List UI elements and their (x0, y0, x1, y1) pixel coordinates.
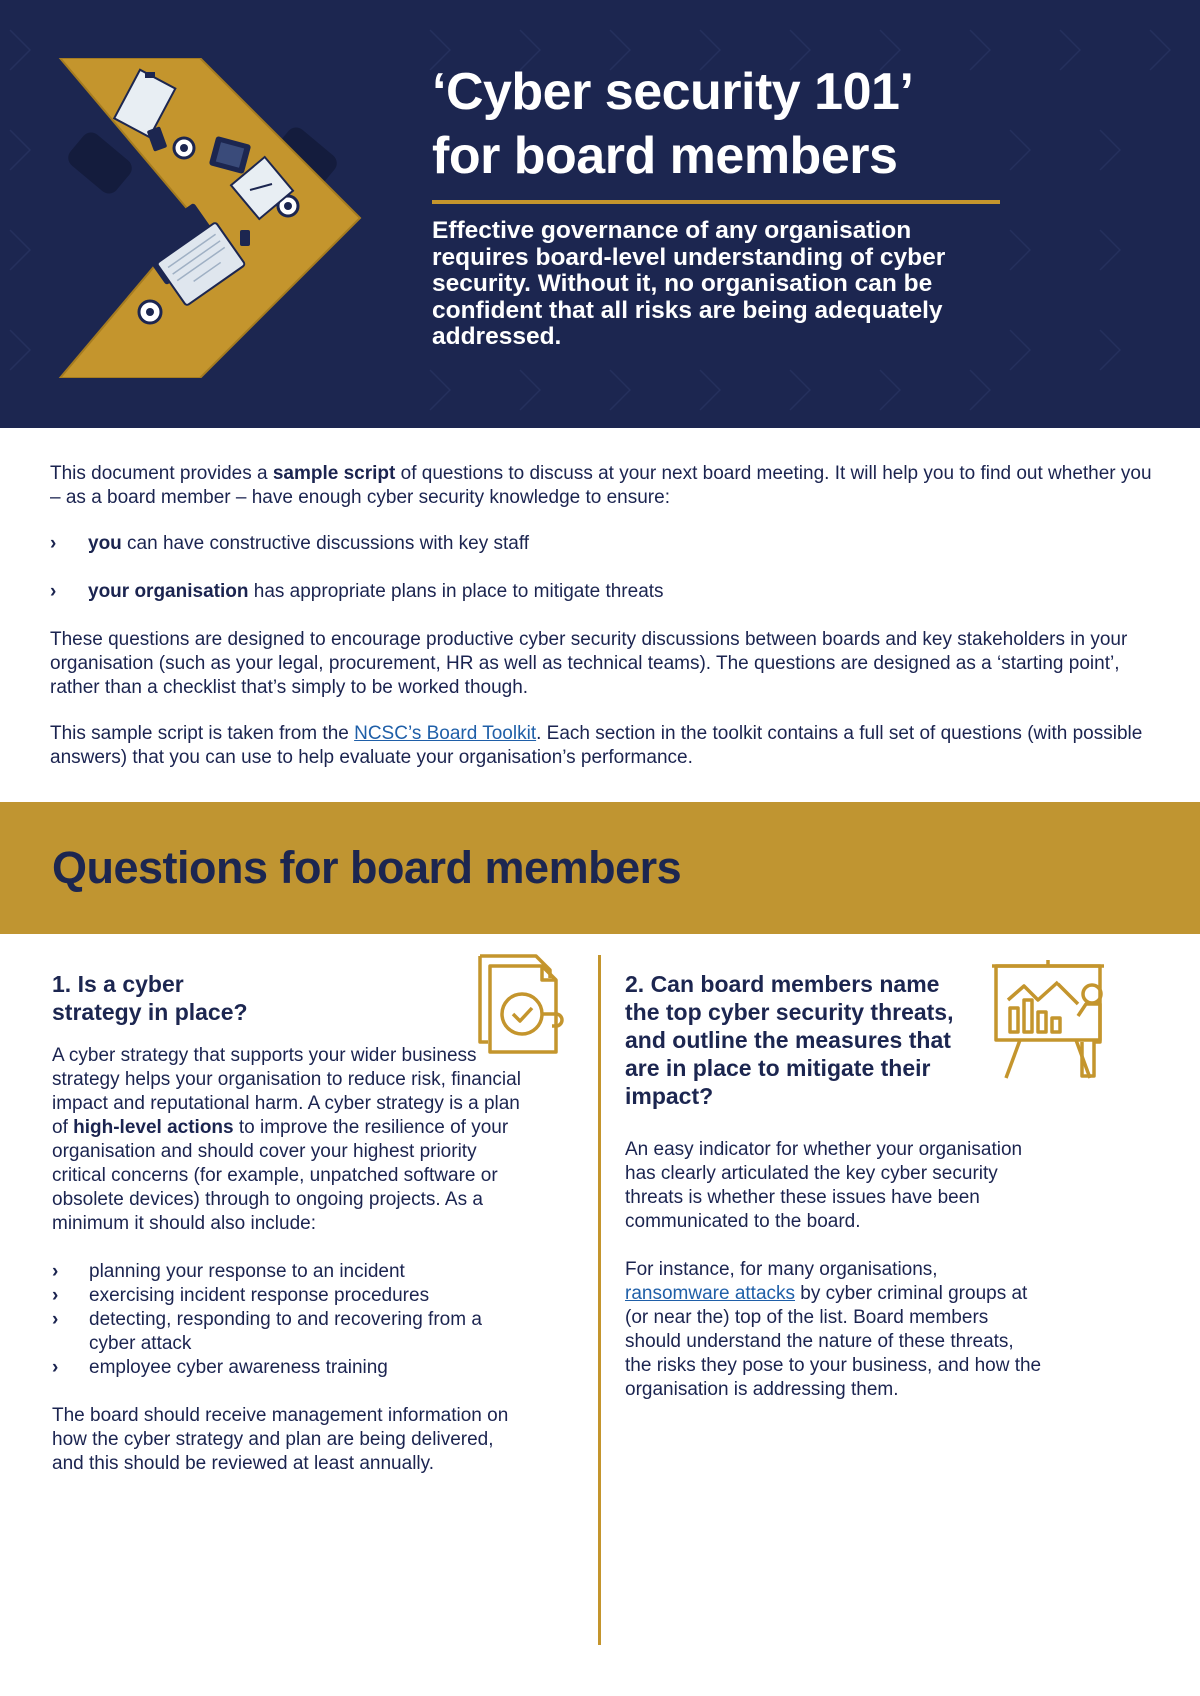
question-1-bullet-list (52, 1260, 522, 1380)
list-item: › employee cyber awareness training (52, 1357, 388, 1378)
intro-bullet-list (50, 532, 1160, 604)
chevron-bullet-icon: › (50, 581, 57, 602)
question-1-paragraph-1: A cyber strategy that supports your wider business strategy helps your organisation to reduce risk, financial impact and reputational harm. A cyber strategy is a plan of high-level actions to improve the resilience of your organisation and should cover your highest priority critical concerns (for example, unpatched software or obsolete devices) through to ongoing projects. As a minimum it should also include: (52, 1045, 521, 1234)
list-item: › planning your response to an incident (52, 1261, 405, 1282)
page-title-line1: ‘Cyber security 101’ (432, 63, 914, 121)
sample-script-emphasis: sample script (272, 463, 396, 484)
intro-paragraph-1: This document provides a sample script of questions to discuss at your next board meeting. It will help you to find out whether you – as a board member – have enough cyber security knowledge to ensure: (50, 463, 1152, 508)
list-item: › detecting, responding to and recovering from a cyber attack (52, 1309, 482, 1354)
desk-chevron-illustration (50, 58, 380, 378)
question-2-heading: 2. Can board members name the top cyber security threats, and outline the measures that are in place to mitigate their impact? (625, 971, 954, 1109)
chevron-bullet-icon: › (50, 533, 57, 554)
title-divider (432, 200, 1000, 204)
list-item: › you can have constructive discussions with key staff (50, 533, 530, 554)
chevron-bullet-icon: › (52, 1261, 59, 1282)
chevron-bullet-icon: › (52, 1309, 59, 1330)
question-2-column (625, 970, 1045, 1426)
question-2-paragraph-1: An easy indicator for whether your organisation has clearly articulated the key cyber security threats is whether these issues have been communicated to the board. (625, 1139, 1023, 1232)
list-item: › your organisation has appropriate plans in place to mitigate threats (50, 581, 664, 602)
column-divider (598, 955, 601, 1645)
hero-header (0, 0, 1200, 428)
chevron-bullet-icon: › (52, 1357, 59, 1378)
page-title-line2: for board members (432, 127, 898, 185)
chevron-bullet-icon: › (52, 1285, 59, 1306)
intro-paragraph-2: These questions are designed to encourage productive cyber security discussions between boards and key stakeholders in your organisation (such as your legal, procurement, HR as well as technical teams). The questions are designed as a ‘starting point’, rather than a checklist that’s simply to be worked though. (50, 629, 1128, 698)
question-1-paragraph-2: The board should receive management information on how the cyber strategy and plan are being delivered, and this should be reviewed at least annually. (52, 1405, 509, 1474)
board-toolkit-link[interactable]: NCSC’s Board Toolkit (354, 723, 537, 744)
list-item: › exercising incident response procedures (52, 1285, 430, 1306)
question-1-heading: 1. Is a cyber strategy in place? (52, 971, 248, 1025)
section-title: Questions for board members (52, 842, 682, 893)
question-2-paragraph-2: For instance, for many organisations, ransomware attacks by cyber criminal groups at (or near the) top of the list. Board members should understand the nature of these threats, the risks they pose to your business, and how the organisation is addressing them. (625, 1259, 1042, 1400)
page-title (432, 60, 1132, 188)
section-banner (0, 802, 1200, 934)
intro-paragraph-3: This sample script is taken from the NCSC’s Board Toolkit. Each section in the toolkit contains a full set of questions (with possible answers) that you can use to help evaluate your organisation’s performance. (50, 723, 1143, 768)
ransomware-attacks-link[interactable]: ransomware attacks (625, 1283, 796, 1304)
question-1-column (52, 970, 522, 1500)
intro-section (50, 462, 1160, 792)
header-subtitle: Effective governance of any organisation requires board-level understanding of cyber security. Without it, no organisation can be confident that all risks are being adequately addressed. (432, 217, 946, 350)
